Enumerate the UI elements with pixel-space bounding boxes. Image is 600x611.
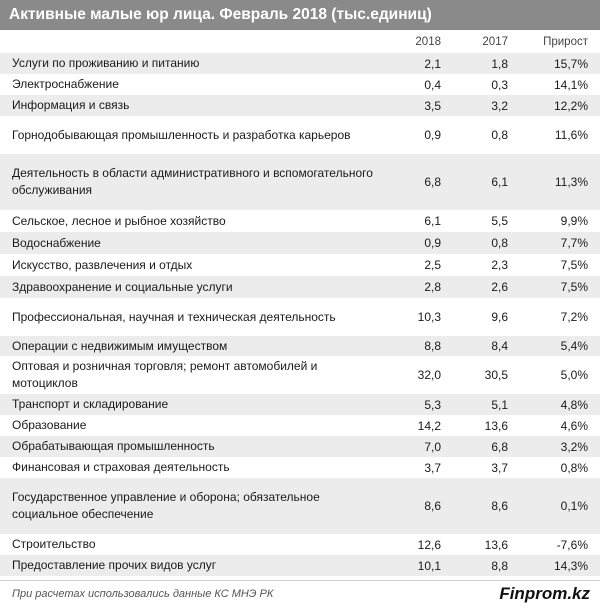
row-value-2017: 1,8 [441, 53, 508, 74]
row-label: Государственное управление и оборона; обязательное социальное обеспечение [0, 478, 378, 534]
row-label: Электроснабжение [0, 74, 378, 95]
table-row [0, 116, 600, 154]
row-growth: 12,2% [508, 95, 600, 116]
row-value-2017: 0,3 [441, 74, 508, 95]
row-growth: 11,6% [508, 116, 600, 154]
page-title: Активные малые юр лица. Февраль 2018 (тыс.единиц) [9, 6, 432, 23]
row-value-2018: 0,9 [378, 232, 441, 254]
row-label: Информация и связь [0, 95, 378, 116]
row-value-2017: 13,6 [441, 534, 508, 555]
table-row [0, 74, 600, 95]
table-row [0, 457, 600, 478]
row-value-2018: 2,5 [378, 254, 441, 276]
table-row [0, 394, 600, 415]
row-label: Операции с недвижимым имуществом [0, 336, 378, 356]
table-row [0, 154, 600, 210]
row-label: Деятельность в области административного и вспомогательного обслуживания [0, 154, 378, 210]
row-growth: 15,7% [508, 53, 600, 74]
row-growth: 11,3% [508, 154, 600, 210]
row-growth: 3,2% [508, 436, 600, 457]
table-row [0, 276, 600, 298]
table-row [0, 95, 600, 116]
row-value-2018: 0,9 [378, 116, 441, 154]
row-growth: 14,1% [508, 74, 600, 95]
row-growth: 5,4% [508, 336, 600, 356]
row-value-2018: 2,8 [378, 276, 441, 298]
table-row [0, 210, 600, 232]
row-value-2018: 12,6 [378, 534, 441, 555]
table-row [0, 232, 600, 254]
row-value-2018: 5,3 [378, 394, 441, 415]
row-label: Образование [0, 415, 378, 436]
row-value-2018: 3,5 [378, 95, 441, 116]
row-label: Искусство, развлечения и отдых [0, 254, 378, 276]
row-label: Здравоохранение и социальные услуги [0, 276, 378, 298]
row-value-2017: 8,4 [441, 336, 508, 356]
row-label: Транспорт и складирование [0, 394, 378, 415]
table-row [0, 415, 600, 436]
header-2017: 2017 [482, 35, 508, 48]
row-value-2018: 32,0 [378, 356, 441, 394]
row-label: Обрабатывающая промышленность [0, 436, 378, 457]
row-value-2017: 0,8 [441, 116, 508, 154]
row-value-2017: 30,5 [441, 356, 508, 394]
row-value-2018: 8,6 [378, 478, 441, 534]
brand-logo-text: Finprom.kz [499, 584, 590, 603]
row-value-2017: 0,8 [441, 232, 508, 254]
row-value-2017: 3,7 [441, 457, 508, 478]
row-label: Профессиональная, научная и техническая деятельность [0, 298, 378, 336]
row-growth: 7,2% [508, 298, 600, 336]
table-row [0, 534, 600, 555]
row-growth: 7,7% [508, 232, 600, 254]
row-value-2017: 5,1 [441, 394, 508, 415]
row-growth: -7,6% [508, 534, 600, 555]
row-growth: 4,8% [508, 394, 600, 415]
table-header-row [0, 30, 600, 53]
row-value-2018: 14,2 [378, 415, 441, 436]
row-value-2018: 6,8 [378, 154, 441, 210]
table-row [0, 298, 600, 336]
row-value-2017: 3,2 [441, 95, 508, 116]
table-row [0, 254, 600, 276]
row-label: Услуги по проживанию и питанию [0, 53, 378, 74]
row-value-2017: 8,8 [441, 555, 508, 576]
footer [0, 580, 600, 611]
row-value-2017: 8,6 [441, 478, 508, 534]
row-value-2018: 7,0 [378, 436, 441, 457]
table-row [0, 336, 600, 356]
row-value-2018: 10,3 [378, 298, 441, 336]
header-growth: Прирост [543, 35, 588, 48]
row-value-2018: 0,4 [378, 74, 441, 95]
row-value-2018: 6,1 [378, 210, 441, 232]
header-2018: 2018 [415, 35, 441, 48]
row-label: Финансовая и страховая деятельность [0, 457, 378, 478]
table-row [0, 356, 600, 394]
row-value-2017: 5,5 [441, 210, 508, 232]
row-value-2017: 6,1 [441, 154, 508, 210]
row-value-2018: 10,1 [378, 555, 441, 576]
table-row [0, 53, 600, 74]
row-growth: 7,5% [508, 254, 600, 276]
row-value-2017: 9,6 [441, 298, 508, 336]
row-label: Сельское, лесное и рыбное хозяйство [0, 210, 378, 232]
table-row [0, 478, 600, 534]
row-value-2018: 3,7 [378, 457, 441, 478]
row-growth: 0,1% [508, 478, 600, 534]
row-value-2018: 8,8 [378, 336, 441, 356]
row-label: Горнодобывающая промышленность и разработка карьеров [0, 116, 378, 154]
row-label: Строительство [0, 534, 378, 555]
row-growth: 9,9% [508, 210, 600, 232]
row-growth: 0,8% [508, 457, 600, 478]
source-note: При расчетах использовались данные КС МНЭ РК [12, 588, 274, 600]
data-table [0, 30, 600, 576]
row-value-2018: 2,1 [378, 53, 441, 74]
row-growth: 4,6% [508, 415, 600, 436]
row-value-2017: 6,8 [441, 436, 508, 457]
row-label: Водоснабжение [0, 232, 378, 254]
table-row [0, 555, 600, 576]
row-value-2017: 13,6 [441, 415, 508, 436]
row-value-2017: 2,3 [441, 254, 508, 276]
row-growth: 5,0% [508, 356, 600, 394]
row-value-2017: 2,6 [441, 276, 508, 298]
row-label: Предоставление прочих видов услуг [0, 555, 378, 576]
title-bar [0, 0, 600, 30]
header-label-cell [0, 30, 378, 53]
row-growth: 7,5% [508, 276, 600, 298]
row-growth: 14,3% [508, 555, 600, 576]
table-row [0, 436, 600, 457]
row-label: Оптовая и розничная торговля; ремонт автомобилей и мотоциклов [0, 356, 378, 394]
